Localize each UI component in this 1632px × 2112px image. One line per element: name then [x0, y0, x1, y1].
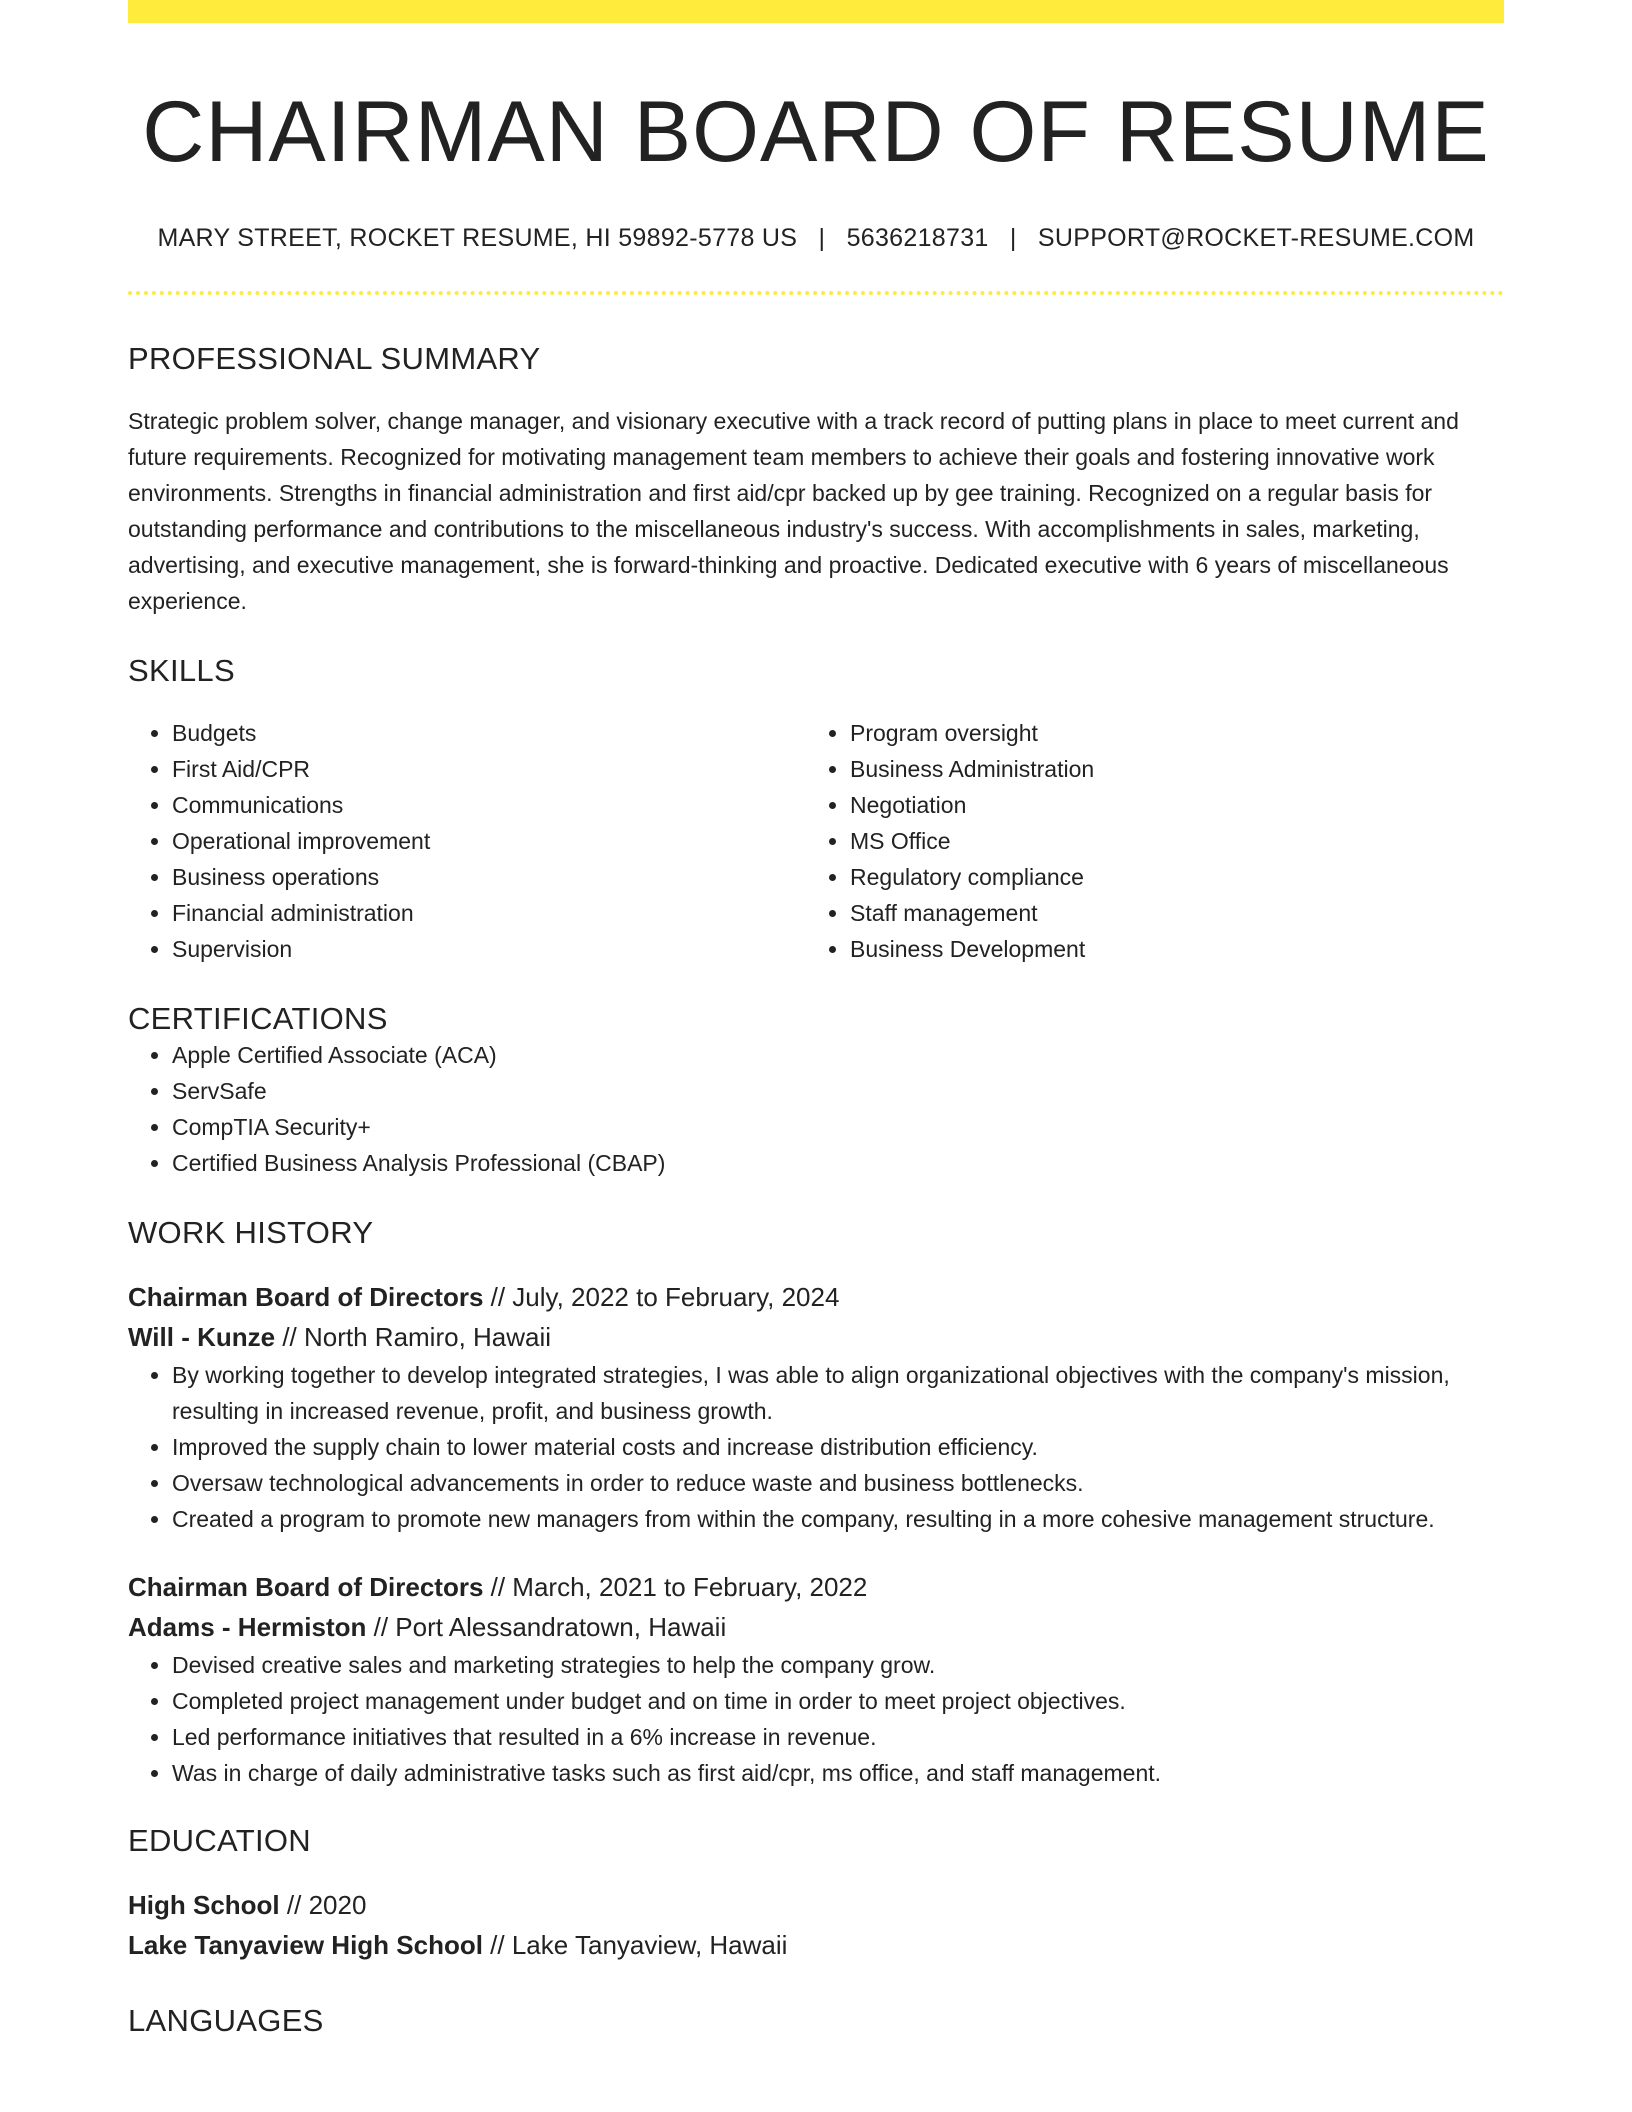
skill-item: • Budgets	[172, 715, 806, 751]
job-bullet: • Created a program to promote new managers from within the company, resulting in a more cohesive management structure.	[172, 1501, 1504, 1537]
job-role: Chairman Board of Directors	[128, 1571, 484, 1602]
job-company: Will - Kunze	[128, 1321, 276, 1352]
job-bullet-list	[128, 1647, 1504, 1791]
education-title: EDUCATION	[128, 1822, 311, 1858]
job-entry	[128, 1277, 1504, 1537]
job-bullet-list	[128, 1357, 1504, 1537]
certification-item: • Apple Certified Associate (ACA)	[172, 1037, 1504, 1073]
job-entry	[128, 1567, 1504, 1791]
certification-item: • Certified Business Analysis Professional (CBAP)	[172, 1145, 1504, 1181]
education-degree: High School	[128, 1889, 280, 1920]
skills-section	[128, 653, 1504, 967]
job-dates: // July, 2022 to February, 2024	[483, 1281, 840, 1312]
dotted-divider	[128, 291, 1504, 295]
skill-item: • Financial administration	[172, 895, 806, 931]
job-company-line	[128, 1607, 1504, 1647]
job-dates: // March, 2021 to February, 2022	[483, 1571, 868, 1602]
skill-item: • Negotiation	[850, 787, 1484, 823]
job-company-line	[128, 1317, 1504, 1357]
skills-grid	[128, 715, 1504, 967]
certifications-list	[128, 1037, 1504, 1181]
job-bullet: • Devised creative sales and marketing strategies to help the company grow.	[172, 1647, 1504, 1683]
skill-item: • MS Office	[850, 823, 1484, 859]
summary-title: PROFESSIONAL SUMMARY	[128, 340, 541, 376]
languages-title: LANGUAGES	[128, 2002, 324, 2038]
summary-text: Strategic problem solver, change manager, and visionary executive with a track record of putting plans in place to meet current and future requirements. Recognized for motivating management team members to achieve their goals and fostering innovative work environments. Strengths in financial administration and first aid/cpr backed up by gee training. Recognized on a regular basis for outstanding performance and contributions to the miscellaneous industry's success. With accomplishments in sales, marketing, advertising, and executive management, she is forward-thinking and proactive. Dedicated executive with 6 years of miscellaneous experience.	[128, 407, 1459, 614]
certifications-section	[128, 1001, 1504, 1181]
skills-list-right	[806, 715, 1484, 967]
skill-item: • Business Administration	[850, 751, 1484, 787]
contact-separator: |	[1009, 223, 1017, 252]
skills-title: SKILLS	[128, 652, 235, 688]
job-location: // Port Alessandratown, Hawaii	[366, 1611, 727, 1642]
contact-address: MARY STREET, ROCKET RESUME, HI 59892-5778 US	[157, 223, 798, 252]
skill-item: • First Aid/CPR	[172, 751, 806, 787]
job-role-line	[128, 1567, 1504, 1607]
skill-item: • Operational improvement	[172, 823, 806, 859]
job-bullet: • Oversaw technological advancements in order to reduce waste and business bottlenecks.	[172, 1465, 1504, 1501]
contact-separator: |	[818, 223, 826, 252]
skills-column-right	[806, 715, 1484, 967]
skill-item: • Business Development	[850, 931, 1484, 967]
languages-section	[128, 2003, 1504, 2039]
skills-list-left	[128, 715, 806, 967]
skill-item: • Regulatory compliance	[850, 859, 1484, 895]
resume-page	[128, 0, 1504, 2039]
contact-line	[128, 224, 1504, 253]
education-school: Lake Tanyaview High School	[128, 1929, 483, 1960]
job-bullet: • Completed project management under budget and on time in order to meet project objectives.	[172, 1683, 1504, 1719]
certifications-title: CERTIFICATIONS	[128, 1000, 388, 1036]
job-company: Adams - Hermiston	[128, 1611, 367, 1642]
certification-item: • CompTIA Security+	[172, 1109, 1504, 1145]
skills-column-left	[128, 715, 806, 967]
skill-item: • Program oversight	[850, 715, 1484, 751]
work-history-section	[128, 1215, 1504, 1791]
resume-name: CHAIRMAN BOARD OF RESUME	[142, 84, 1490, 180]
job-role: Chairman Board of Directors	[128, 1281, 484, 1312]
education-location: // Lake Tanyaview, Hawaii	[482, 1929, 788, 1960]
contact-phone: 5636218731	[846, 223, 989, 252]
job-bullet: • Led performance initiatives that resulted in a 6% increase in revenue.	[172, 1719, 1504, 1755]
job-bullet: • Was in charge of daily administrative tasks such as first aid/cpr, ms office, and staff management.	[172, 1755, 1504, 1791]
education-degree-line	[128, 1885, 1504, 1925]
job-bullet: • Improved the supply chain to lower material costs and increase distribution efficiency.	[172, 1429, 1504, 1465]
education-entry	[128, 1885, 1504, 1965]
certification-item: • ServSafe	[172, 1073, 1504, 1109]
education-year: // 2020	[279, 1889, 367, 1920]
job-role-line	[128, 1277, 1504, 1317]
work-history-title: WORK HISTORY	[128, 1214, 374, 1250]
skill-item: • Business operations	[172, 859, 806, 895]
education-school-line	[128, 1925, 1504, 1965]
skill-item: • Staff management	[850, 895, 1484, 931]
education-section	[128, 1823, 1504, 1965]
summary-section	[128, 341, 1504, 619]
accent-top-bar	[128, 0, 1504, 23]
job-bullet: • By working together to develop integrated strategies, I was able to align organizational objectives with the company's mission, resulting in increased revenue, profit, and business growth.	[172, 1357, 1504, 1429]
contact-email: SUPPORT@ROCKET-RESUME.COM	[1037, 223, 1475, 252]
job-location: // North Ramiro, Hawaii	[275, 1321, 552, 1352]
skill-item: • Communications	[172, 787, 806, 823]
skill-item: • Supervision	[172, 931, 806, 967]
